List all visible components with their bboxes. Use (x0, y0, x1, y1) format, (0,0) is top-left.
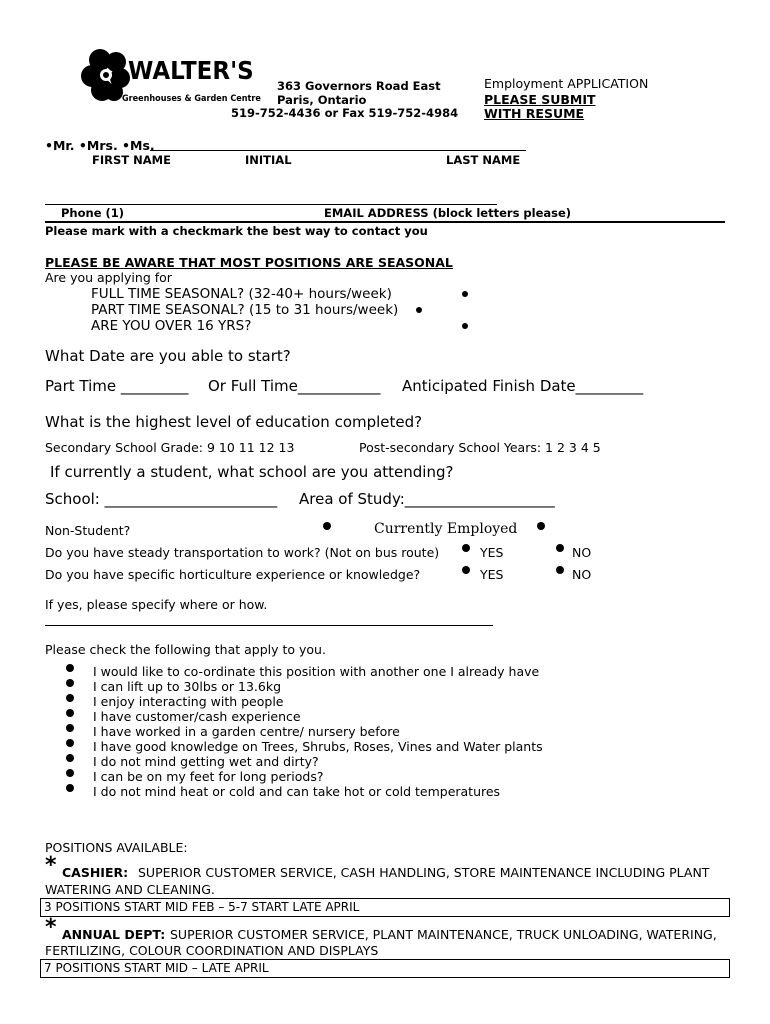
phone-email-input-line[interactable] (45, 204, 497, 205)
cashier-description-2: WATERING AND CLEANING. (45, 882, 215, 897)
check-bullet[interactable] (66, 784, 74, 792)
horticulture-question: Do you have specific horticulture experience or knowledge? (45, 567, 421, 582)
check-bullet[interactable] (66, 739, 74, 747)
employed-bullet[interactable] (537, 522, 545, 530)
check-bullet[interactable] (66, 724, 74, 732)
annual-positions-text: 7 POSITIONS START MID – LATE APRIL (44, 961, 269, 975)
transport-question: Do you have steady transportation to work? (Not on bus route) (45, 545, 440, 560)
salutation-options: •Mr. •Mrs. •Ms. (45, 138, 155, 153)
student-question: If currently a student, what school are you attending? (50, 463, 454, 481)
horticulture-no-label: NO (572, 567, 592, 582)
check-bullet[interactable] (66, 664, 74, 672)
contact-instruction: Please mark with a checkmark the best way to contact you (45, 224, 428, 238)
part-time-bullet[interactable] (416, 307, 422, 313)
checklist-intro: Please check the following that apply to you. (45, 642, 326, 657)
last-name-label: LAST NAME (446, 153, 521, 167)
cashier-positions-box (40, 898, 730, 917)
full-time-date-field[interactable]: Or Full Time___________ (208, 377, 381, 395)
secondary-grade-options[interactable]: Secondary School Grade: 9 10 11 12 13 (45, 440, 295, 455)
part-time-option-label: PART TIME SEASONAL? (15 to 31 hours/week) (91, 302, 399, 318)
check-bullet[interactable] (66, 754, 74, 762)
annual-star-icon: * (45, 915, 57, 940)
check-bullet[interactable] (66, 769, 74, 777)
annual-description-1: SUPERIOR CUSTOMER SERVICE, PLANT MAINTENANCE, TRUCK UNLOADING, WATERING, (170, 927, 717, 942)
cashier-positions-text: 3 POSITIONS START MID FEB – 5-7 START LATE APRIL (44, 900, 360, 914)
name-input-line[interactable] (150, 150, 526, 151)
address-line-1: 363 Governors Road East (277, 79, 441, 93)
check-bullet[interactable] (66, 679, 74, 687)
education-question: What is the highest level of education completed? (45, 413, 423, 431)
check-bullet[interactable] (66, 694, 74, 702)
full-time-bullet[interactable] (462, 291, 468, 297)
applying-for-label: Are you applying for (45, 270, 172, 285)
finish-date-field[interactable]: Anticipated Finish Date_________ (402, 377, 644, 395)
email-label: EMAIL ADDRESS (block letters please) (324, 206, 572, 220)
address-line-2: Paris, Ontario (277, 93, 367, 107)
part-time-date-field[interactable]: Part Time _________ (45, 377, 189, 395)
cashier-description-1: SUPERIOR CUSTOMER SERVICE, CASH HANDLING, STORE MAINTENANCE INCLUDING PLANT (138, 865, 710, 880)
transport-yes-bullet[interactable] (462, 544, 470, 552)
non-student-label: Non-Student? (45, 523, 131, 538)
cashier-title: CASHIER: (62, 865, 129, 880)
area-of-study-field[interactable]: Area of Study:____________________ (299, 490, 555, 508)
annual-description-2: FERTILIZING, COLOUR COORDINATION AND DISPLAYS (45, 943, 379, 958)
horticulture-yes-bullet[interactable] (462, 566, 470, 574)
school-field[interactable]: School: _______________________ (45, 490, 278, 508)
annual-title: ANNUAL DEPT: (62, 927, 166, 942)
full-time-option-label: FULL TIME SEASONAL? (32-40+ hours/week) (91, 286, 392, 302)
positions-heading: POSITIONS AVAILABLE: (45, 840, 188, 855)
initial-label: INITIAL (245, 153, 292, 167)
currently-employed-label: Currently Employed (374, 521, 518, 537)
start-date-question: What Date are you able to start? (45, 347, 291, 365)
non-student-bullet[interactable] (323, 522, 331, 530)
horticulture-yes-label: YES (480, 567, 504, 582)
specify-input-line[interactable] (45, 625, 493, 626)
application-title: Employment APPLICATION (484, 76, 649, 91)
submit-instruction-1: PLEASE SUBMIT (484, 92, 596, 107)
logo-subtitle: Greenhouses & Garden Centre (122, 94, 261, 104)
post-secondary-options[interactable]: Post-secondary School Years: 1 2 3 4 5 (359, 440, 601, 455)
transport-no-label: NO (572, 545, 592, 560)
specify-label: If yes, please specify where or how. (45, 597, 268, 612)
phone-label: Phone (1) (61, 206, 125, 220)
submit-instruction-2: WITH RESUME (484, 106, 585, 121)
first-name-label: FIRST NAME (92, 153, 171, 167)
check-bullet[interactable] (66, 709, 74, 717)
over-16-bullet[interactable] (462, 323, 468, 329)
transport-yes-label: YES (480, 545, 504, 560)
logo (80, 44, 261, 112)
over-16-label: ARE YOU OVER 16 YRS? (91, 318, 252, 334)
seasonal-notice: PLEASE BE AWARE THAT MOST POSITIONS ARE SEASONAL (45, 255, 453, 270)
annual-positions-box (40, 959, 730, 978)
cashier-star-icon: * (45, 853, 57, 878)
section-divider (45, 221, 725, 223)
horticulture-no-bullet[interactable] (556, 566, 564, 574)
transport-no-bullet[interactable] (556, 544, 564, 552)
phone-fax-line: 519-752-4436 or Fax 519-752-4984 (231, 106, 459, 120)
logo-text: WALTER'S (128, 56, 254, 85)
